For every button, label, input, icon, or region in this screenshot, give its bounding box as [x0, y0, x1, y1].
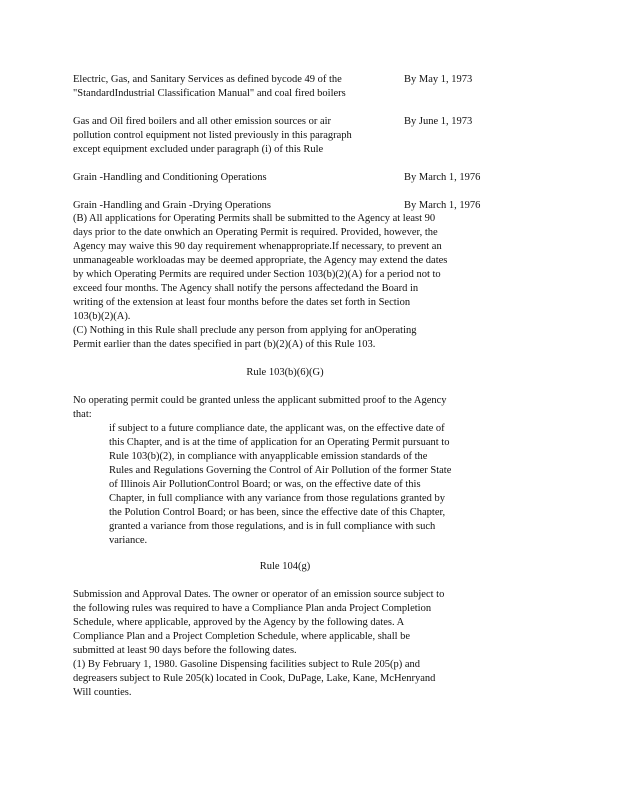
submission-line: Compliance Plan and a Project Completion Schedule, where applicable, shall be [73, 631, 411, 642]
indented-line: the Polution Control Board; or has been, since the effective date of this Chapter, [109, 507, 446, 518]
intro-line: No operating permit could be granted unless the applicant submitted proof to the Agency [73, 395, 447, 406]
para-b-line: writing of the extension at least four months before the dates set forth in Section [73, 297, 411, 308]
schedule-3-line-1: Grain -Handling and Conditioning Operations [73, 172, 267, 183]
indented-line: Chapter, in full compliance with any variance from those regulations granted by [109, 493, 446, 504]
submission-line: Schedule, where applicable, approved by the Agency by the following dates. A [73, 617, 405, 628]
para-b-line: by which Operating Permits are required under Section 103(b)(2)(A) for a period not to [73, 269, 441, 280]
indented-line: this Chapter, and is at the time of application for an Operating Permit pursuant to [109, 437, 450, 448]
submission-line: submitted at least 90 days before the following dates. [73, 645, 297, 656]
indented-line: Rules and Regulations Governing the Control of Air Pollution of the former State [109, 465, 452, 476]
section-heading: Rule 104(g) [259, 561, 311, 572]
schedule-2-date: By June 1, 1973 [404, 116, 473, 127]
item-1-line: degreasers subject to Rule 205(k) located in Cook, DuPage, Lake, Kane, McHenryand [73, 673, 436, 684]
submission-line: the following rules was required to have a Compliance Plan anda Project Completion [73, 603, 432, 614]
schedule-2-line-3: except equipment excluded under paragraph (i) of this Rule [73, 144, 324, 155]
schedule-1-line-1: Electric, Gas, and Sanitary Services as defined bycode 49 of the [73, 74, 342, 85]
submission-line: Submission and Approval Dates. The owner or operator of an emission source subject to [73, 589, 445, 600]
indented-line: of Illinois Air PollutionControl Board; or was, on the effective date of this [109, 479, 421, 490]
indented-line: variance. [109, 535, 148, 546]
section-heading: Rule 103(b)(6)(G) [246, 367, 324, 378]
schedule-1-line-2: "StandardIndustrial Classification Manual" and coal fired boilers [73, 88, 346, 99]
indented-line: granted a variance from those regulations, and is in full compliance with such [109, 521, 436, 532]
para-b-line: unmanageable workloadas may be deemed appropriate, the Agency may extend the dates [73, 255, 448, 266]
para-b-line: exceed four months. The Agency shall notify the persons affectedand the Board in [73, 283, 419, 294]
para-b-line: days prior to the date onwhich an Operating Permit is required. Provided, however, the [73, 227, 438, 238]
item-1-line: (1) By February 1, 1980. Gasoline Dispensing facilities subject to Rule 205(p) and [73, 659, 421, 670]
indented-line: Rule 103(b)(2), in compliance with anyapplicable emission standards of the [109, 451, 428, 462]
para-b-line: Agency may waive this 90 day requirement whenappropriate.If necessary, to prevent an [73, 241, 442, 252]
para-c-line: (C) Nothing in this Rule shall preclude any person from applying for anOperating [73, 325, 417, 336]
schedule-1-date: By May 1, 1973 [404, 74, 473, 85]
schedule-4-line-1: Grain -Handling and Grain -Drying Operations [73, 200, 271, 211]
item-1-line: Will counties. [73, 687, 132, 698]
para-b-line: 103(b)(2)(A). [73, 311, 131, 322]
para-b-line: (B) All applications for Operating Permits shall be submitted to the Agency at least 90 [73, 213, 436, 224]
schedule-4-date: By March 1, 1976 [404, 200, 481, 211]
para-c-line: Permit earlier than the dates specified in part (b)(2)(A) of this Rule 103. [73, 339, 376, 350]
indented-line: if subject to a future compliance date, the applicant was, on the effective date of [109, 423, 445, 434]
schedule-2-line-1: Gas and Oil fired boilers and all other emission sources or air [73, 116, 332, 127]
schedule-3-date: By March 1, 1976 [404, 172, 481, 183]
schedule-2-line-2: pollution control equipment not listed previously in this paragraph [73, 130, 352, 141]
intro-line: that: [73, 409, 92, 420]
